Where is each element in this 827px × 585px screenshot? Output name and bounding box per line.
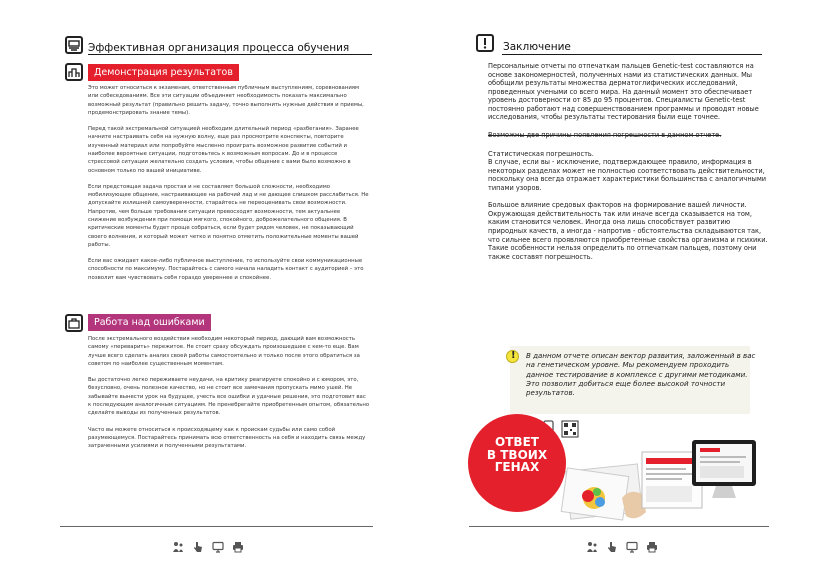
paragraph: Если вас ожидает какое-либо публичное выступление, то используйте свои коммуникационные способности по максимуму. Постарайтесь с самого начала наладить контакт с аудиторией – это позволит вам чувствовать себя гораздо увереннее и спокойнее. xyxy=(88,258,364,281)
conclusion-text xyxy=(488,62,768,270)
people-icon[interactable] xyxy=(172,538,184,550)
paragraph: Это может относиться к экзаменам, ответственным публичным выступлениям, соревнованиям или собеседованиям. Все эти ситуации объединяет необходимость показать максимально возможный результат (правильно решить задачу, точно выполнить нужные действия и приемы, продемонстрировать знание темы). xyxy=(88,85,364,116)
section-banner-results: Демонстрация результатов xyxy=(88,64,239,81)
people-icon[interactable] xyxy=(586,538,598,550)
page-title: Заключение xyxy=(503,41,571,53)
paragraph: Персональные отчеты по отпечаткам пальцев Genetic-test составляются на основе закономерностей, полученных нами из статистических данных. Мы обобщили результаты множества дерматоглифических исследований, проведенных учеными со всего мира. На данный момент это обеспечивает уровень достоверности от 85 до 95 процентов. Специалисты Genetic-test постоянно работают над совершенствованием программы и проводят новые исследования, чтобы результаты тестирования были еще точнее. xyxy=(488,62,759,122)
exclamation-icon xyxy=(476,34,494,52)
title-underline xyxy=(502,54,762,55)
monitor-icon[interactable] xyxy=(626,538,638,550)
paragraph-strikethrough: Возможны две причины появления погрешности в данном отчете. xyxy=(488,130,722,139)
paragraph: Большое влияние средовых факторов на формирование вашей личности. Окружающая действительность так или иначе всегда сказывается на том, каким становится человек. Иногда она лишь способствует развитию природных качеств, а иногда - напротив - обстоятельства складываются так, что сильнее всего проявляются приобретенные свойства организма и психики. Такие особенности нельзя определить по отпечаткам пальцев, поэтому они также составят погрешность. xyxy=(488,201,768,261)
title-underline xyxy=(88,54,372,55)
left-page xyxy=(0,0,413,585)
school-board-icon xyxy=(65,36,83,54)
footer-rule xyxy=(60,526,373,527)
footer-icons xyxy=(586,538,658,550)
paragraph: Если предстоящая задача простая и не составляет большой сложности, необходимо мобилизующее общение, настраивающее на рабочий лад и не дающее слишком расслабиться. Не допускайте излишней самоуверенности, старайтесь не переоценивать свои возможности. Напротив, чем больше требования ситуации превосходят возможности, тем актуальнее снижение возбуждения при помощи мягкого, спокойного, доброжелательного общения. В критические моменты будет проще собраться, если будет рядом человек, не показывающий своего волнения, и который может четко и понятно отметить положительные моменты вашей работы. xyxy=(88,183,369,248)
monitor-icon[interactable] xyxy=(212,538,224,550)
right-page xyxy=(414,0,827,585)
section-results-text xyxy=(88,84,370,290)
callout-text: В данном отчете описан вектор развития, заложенный в вас на генетическом уровне. Мы рекомендуем проходить данное тестирование в комплексе с другими методиками. Это позволит добиться еще более высокой точности результатов. xyxy=(526,351,756,398)
printer-icon[interactable] xyxy=(232,538,244,550)
paragraph: Вы достаточно легко переживаете неудачи, на критику реагируете спокойно и с юмором, это, безусловно, очень полезное качество, но не стоит все замечания пропускать мимо ушей. Не забывайте вынести урок на будущее, учесть все ошибки и удачные решения, это подготовит вас к последующим аналогичным ситуациям. Не пренебрегайте приобретенным опытом, обязательно сделайте выводы из полученных результатов. xyxy=(88,377,370,417)
footer-icons xyxy=(172,538,244,550)
footer-rule xyxy=(469,526,769,527)
paragraph: После экстремального воздействия необходим некоторый период, дающий вам возможность самому «переварить» пережитое. Не стоит сразу обсуждать произошедшее с кем-то еще. Вам лучше всего сделать анализ своей работы самостоятельно и только после этого обратиться за советом по наиболее существенным моментам. xyxy=(88,336,360,367)
hand-pointer-icon[interactable] xyxy=(192,538,204,550)
hand-pointer-icon[interactable] xyxy=(606,538,618,550)
podium-icon xyxy=(65,63,83,81)
warning-icon xyxy=(506,350,519,363)
paragraph: Перед такой экстремальной ситуацией необходим длительный период «разбегания». Заранее начните настраивать себя на нужную волну, еще раз просмотрите конспекты, повторите изученный материал или попробуйте мысленно проиграть возможное развитие событий и наиболее вероятные ситуации, подготовьтесь к возможным вопросам. До и в процессе стрессовой ситуации желательно создать условия, чтобы общение с вами было возможно в основном только по вашей инициативе. xyxy=(88,126,359,174)
section-mistakes-text xyxy=(88,335,370,458)
page-title: Эффективная организация процесса обучения xyxy=(88,42,350,54)
promo-badge-text: ОТВЕТ В ТВОИХ ГЕНАХ xyxy=(486,435,548,475)
promo-badge xyxy=(468,414,566,512)
paragraph: Часто вы можете относиться к происходящему как к проискам судьбы или само собой разумеющемуся. Постарайтесь принимать всю ответственность на себя и находить связь между затраченными усилиями и полученными результатами. xyxy=(88,426,366,450)
section-banner-mistakes: Работа над ошибками xyxy=(88,314,211,331)
paragraph: Статистическая погрешность. В случае, если вы - исключение, подтверждающее правило, информация в некоторых разделах может не полностью соответствовать действительности, поскольку она всегда отражает характеристики большинства с аналогичными типами узоров. xyxy=(488,149,767,192)
briefcase-icon xyxy=(65,314,83,332)
printer-icon[interactable] xyxy=(646,538,658,550)
